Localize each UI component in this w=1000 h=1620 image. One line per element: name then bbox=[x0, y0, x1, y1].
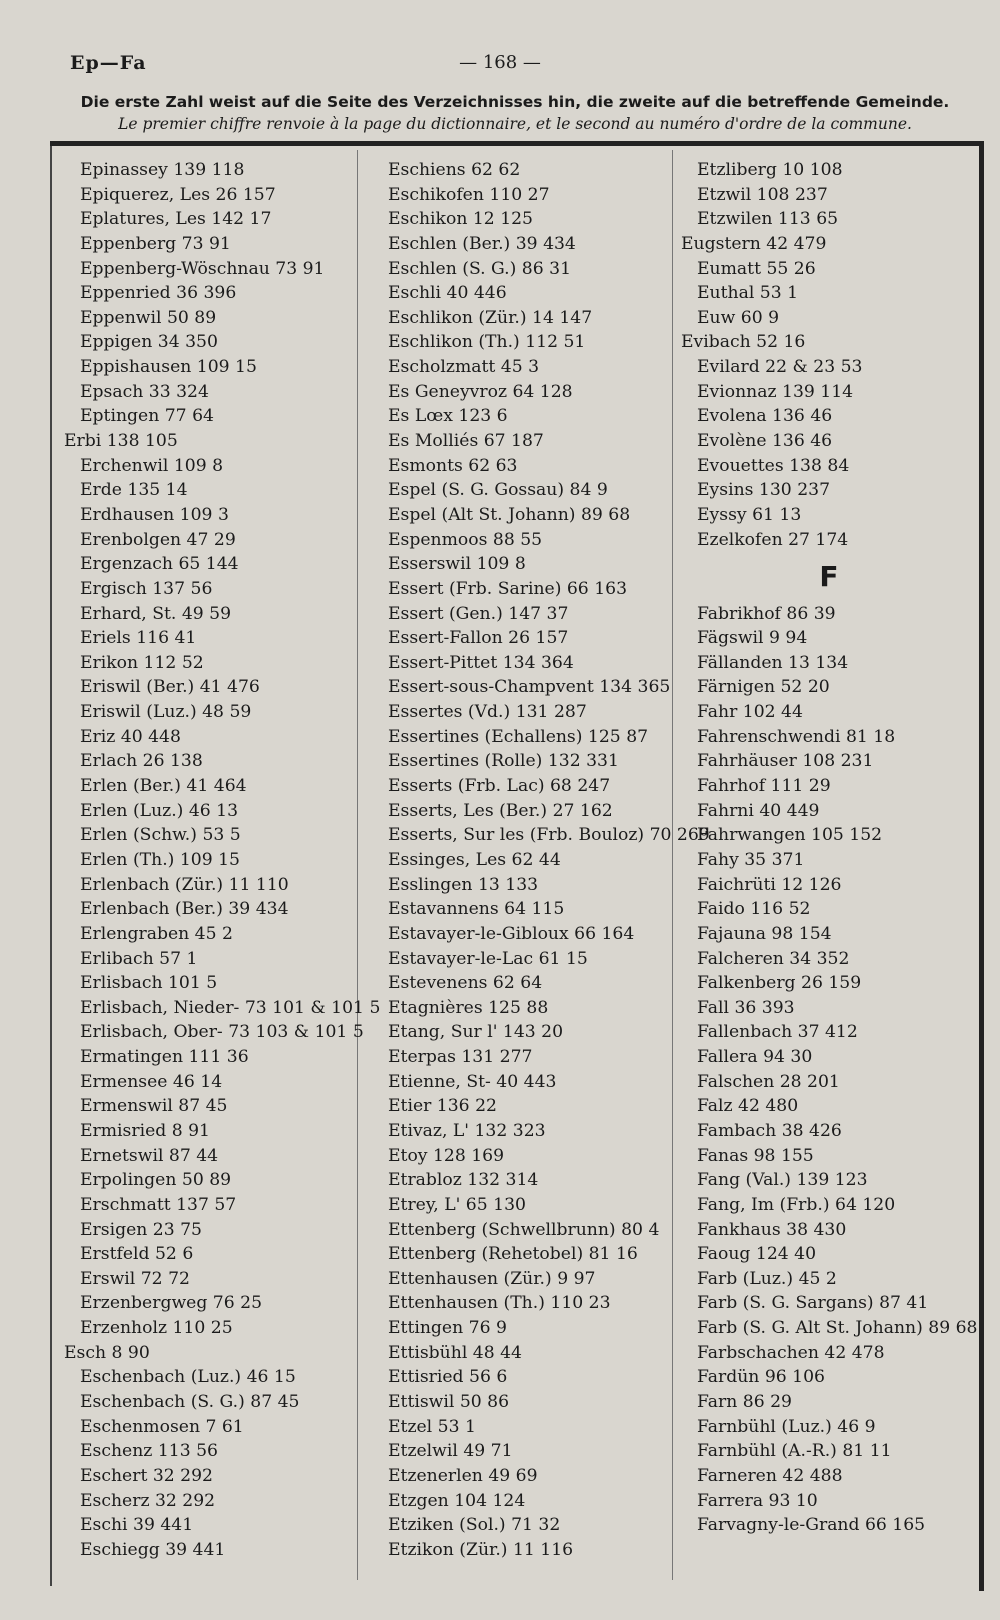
index-entry: Falz 42 480 bbox=[697, 1096, 799, 1117]
index-entry: Essert-Pittet 134 364 bbox=[388, 652, 574, 673]
index-entry: Essert (Gen.) 147 37 bbox=[388, 603, 569, 624]
index-column-3 bbox=[681, 158, 977, 1538]
index-entry: Farbschachen 42 478 bbox=[697, 1342, 885, 1363]
index-entry: Fajauna 98 154 bbox=[697, 923, 832, 944]
index-entry: Ettenhausen (Th.) 110 23 bbox=[388, 1293, 611, 1314]
index-entry: Erlisbach 101 5 bbox=[80, 973, 218, 994]
index-column-2 bbox=[372, 158, 710, 1563]
index-entry: Etzwil 108 237 bbox=[697, 184, 828, 205]
index-entry: Fanas 98 155 bbox=[697, 1145, 814, 1166]
index-entry: Eschikofen 110 27 bbox=[388, 184, 550, 205]
index-entry: Fahrenschwendi 81 18 bbox=[697, 726, 896, 747]
index-entry: Farneren 42 488 bbox=[697, 1465, 843, 1486]
index-entry: Euw 60 9 bbox=[697, 307, 780, 328]
index-entry: Fallenbach 37 412 bbox=[697, 1022, 858, 1043]
index-entry: Etrey, L' 65 130 bbox=[388, 1194, 526, 1215]
left-rule bbox=[50, 146, 52, 1586]
index-entry: Erswil 72 72 bbox=[80, 1268, 190, 1289]
index-entry: Evibach 52 16 bbox=[681, 332, 806, 353]
index-entry: Etzenerlen 49 69 bbox=[388, 1465, 538, 1486]
index-entry: Etrabloz 132 314 bbox=[388, 1170, 539, 1191]
index-entry: Etienne, St- 40 443 bbox=[388, 1071, 557, 1092]
index-entry: Eriswil (Ber.) 41 476 bbox=[80, 677, 260, 698]
index-entry: Fahrwangen 105 152 bbox=[697, 825, 883, 846]
index-entry: Espel (Alt St. Johann) 89 68 bbox=[388, 504, 631, 525]
index-entry: Eppenwil 50 89 bbox=[80, 307, 217, 328]
index-entry: Eplatures, Les 142 17 bbox=[80, 209, 272, 230]
index-entry: Ermensee 46 14 bbox=[80, 1071, 223, 1092]
index-entry: Fardün 96 106 bbox=[697, 1367, 825, 1388]
index-entry: Espenmoos 88 55 bbox=[388, 529, 543, 550]
index-entry: Ergisch 137 56 bbox=[80, 578, 213, 599]
index-entry: Esserts (Frb. Lac) 68 247 bbox=[388, 776, 611, 797]
index-entry: Farvagny-le-Grand 66 165 bbox=[697, 1515, 926, 1536]
index-entry: Fankhaus 38 430 bbox=[697, 1219, 847, 1240]
index-entry: Erikon 112 52 bbox=[80, 652, 204, 673]
index-entry: Es Geneyvroz 64 128 bbox=[388, 381, 573, 402]
index-entry: Ettisbühl 48 44 bbox=[388, 1342, 522, 1363]
index-entry: Etagnières 125 88 bbox=[388, 997, 549, 1018]
index-entry: Ettenberg (Schwellbrunn) 80 4 bbox=[388, 1219, 660, 1240]
index-entry: Eysins 130 237 bbox=[697, 480, 831, 501]
index-entry: Erlach 26 138 bbox=[80, 751, 203, 772]
index-entry: Eschlen (S. G.) 86 31 bbox=[388, 258, 572, 279]
index-entry: Farb (S. G. Alt St. Johann) 89 68 bbox=[697, 1318, 978, 1339]
page-number: — 168 — bbox=[459, 52, 541, 73]
index-entry: Erbi 138 105 bbox=[64, 431, 178, 452]
index-entry: Farrera 93 10 bbox=[697, 1490, 818, 1511]
index-entry: Etang, Sur l' 143 20 bbox=[388, 1022, 564, 1043]
index-entry: Erlen (Ber.) 41 464 bbox=[80, 776, 247, 797]
index-entry: Etzliberg 10 108 bbox=[697, 160, 843, 180]
index-entry: Eschlen (Ber.) 39 434 bbox=[388, 233, 576, 254]
index-entry: Eyssy 61 13 bbox=[697, 504, 802, 525]
running-title: Ep—Fa bbox=[70, 52, 147, 74]
index-entry: Ettisried 56 6 bbox=[388, 1367, 508, 1388]
index-entry: Es Molliés 67 187 bbox=[388, 431, 544, 452]
index-entry: Erstfeld 52 6 bbox=[80, 1244, 194, 1265]
index-entry: Etzgen 104 124 bbox=[388, 1490, 526, 1511]
index-entry: Eriz 40 448 bbox=[80, 726, 181, 747]
index-entry: Fabrikhof 86 39 bbox=[697, 603, 836, 624]
index-entry: Epsach 33 324 bbox=[80, 381, 209, 402]
index-entry: Erde 135 14 bbox=[80, 480, 188, 501]
index-entry: Eschli 40 446 bbox=[388, 283, 507, 304]
index-entry: Etziken (Sol.) 71 32 bbox=[388, 1515, 561, 1536]
index-entry: Eschert 32 292 bbox=[80, 1465, 213, 1486]
index-entry: Esserts, Sur les (Frb. Bouloz) 70 269 bbox=[388, 825, 710, 846]
index-entry: Ersigen 23 75 bbox=[80, 1219, 202, 1240]
index-entry: Farb (S. G. Sargans) 87 41 bbox=[697, 1293, 929, 1314]
index-entry: Estavayer-le-Gibloux 66 164 bbox=[388, 923, 635, 944]
index-entry: Erschmatt 137 57 bbox=[80, 1194, 237, 1215]
section-letter: F bbox=[819, 560, 839, 594]
index-entry: Espel (S. G. Gossau) 84 9 bbox=[388, 480, 608, 501]
index-entry: Färnigen 52 20 bbox=[697, 677, 830, 698]
index-entry: Essinges, Les 62 44 bbox=[388, 849, 561, 870]
index-entry: Euthal 53 1 bbox=[697, 283, 799, 304]
index-entry: Etzikon (Zür.) 11 116 bbox=[388, 1539, 574, 1560]
index-entry: Etzelwil 49 71 bbox=[388, 1441, 513, 1462]
index-entry: Etoy 128 169 bbox=[388, 1145, 505, 1166]
index-entry: Fahr 102 44 bbox=[697, 702, 803, 723]
right-rule bbox=[979, 141, 984, 1591]
index-entry: Essert (Frb. Sarine) 66 163 bbox=[388, 578, 628, 599]
index-entry: Eppenberg-Wöschnau 73 91 bbox=[80, 258, 325, 279]
index-entry: Essert-Fallon 26 157 bbox=[388, 628, 569, 649]
index-entry: Eschiens 62 62 bbox=[388, 160, 521, 180]
index-entry: Erzenholz 110 25 bbox=[80, 1318, 233, 1339]
index-entry: Erlenbach (Ber.) 39 434 bbox=[80, 899, 289, 920]
index-entry: Eschiegg 39 441 bbox=[80, 1539, 226, 1560]
column-divider bbox=[357, 150, 358, 1580]
index-entry: Ettiswil 50 86 bbox=[388, 1392, 510, 1413]
index-entry: Farnbühl (Luz.) 46 9 bbox=[697, 1416, 876, 1437]
index-entry: Evouettes 138 84 bbox=[697, 455, 850, 476]
index-entry: Fallera 94 30 bbox=[697, 1047, 813, 1068]
index-entry: Etivaz, L' 132 323 bbox=[388, 1120, 546, 1141]
index-entry: Erenbolgen 47 29 bbox=[80, 529, 236, 550]
index-entry: Ermenswil 87 45 bbox=[80, 1096, 228, 1117]
index-entry: Etzwilen 113 65 bbox=[697, 209, 839, 230]
index-entry: Erdhausen 109 3 bbox=[80, 504, 229, 525]
index-entry: Escherz 32 292 bbox=[80, 1490, 216, 1511]
index-entry: Eschenmosen 7 61 bbox=[80, 1416, 244, 1437]
index-entry: Esslingen 13 133 bbox=[388, 874, 539, 895]
index-entry: Fang (Val.) 139 123 bbox=[697, 1170, 868, 1191]
index-entry: Evionnaz 139 114 bbox=[697, 381, 854, 402]
index-entry: Erchenwil 109 8 bbox=[80, 455, 224, 476]
index-entry: Faoug 124 40 bbox=[697, 1244, 817, 1265]
index-entry: Es Lœx 123 6 bbox=[388, 406, 508, 427]
index-entry: Eschenbach (S. G.) 87 45 bbox=[80, 1392, 300, 1413]
index-entry: Etzel 53 1 bbox=[388, 1416, 476, 1437]
column-divider bbox=[672, 150, 673, 1580]
index-entry: Evolena 136 46 bbox=[697, 406, 833, 427]
index-entry: Evolène 136 46 bbox=[697, 431, 833, 452]
index-entry: Eppenberg 73 91 bbox=[80, 233, 231, 254]
index-entry: Evilard 22 & 23 53 bbox=[697, 357, 863, 378]
page-header bbox=[0, 0, 1000, 140]
index-entry: Farnbühl (A.-R.) 81 11 bbox=[697, 1441, 892, 1462]
index-entry: Falkenberg 26 159 bbox=[697, 973, 862, 994]
index-entry: Erlisbach, Nieder- 73 101 & 101 5 bbox=[80, 997, 381, 1018]
index-entry: Erlenbach (Zür.) 11 110 bbox=[80, 874, 289, 895]
index-entry: Epinassey 139 118 bbox=[80, 160, 245, 180]
index-entry: Eriswil (Luz.) 48 59 bbox=[80, 702, 252, 723]
index-entry: Fall 36 393 bbox=[697, 997, 795, 1018]
index-entry: Ezelkofen 27 174 bbox=[697, 529, 849, 550]
index-entry: Fahy 35 371 bbox=[697, 849, 805, 870]
index-entry: Ettenhausen (Zür.) 9 97 bbox=[388, 1268, 596, 1289]
index-entry: Eschlikon (Th.) 112 51 bbox=[388, 332, 586, 353]
index-entry: Estavannens 64 115 bbox=[388, 899, 565, 920]
index-entry: Esserts, Les (Ber.) 27 162 bbox=[388, 800, 613, 821]
index-entry: Faido 116 52 bbox=[697, 899, 811, 920]
index-entry: Etier 136 22 bbox=[388, 1096, 497, 1117]
index-entry: Estevenens 62 64 bbox=[388, 973, 543, 994]
index-entry: Erpolingen 50 89 bbox=[80, 1170, 232, 1191]
note-french: Le premier chiffre renvoie à la page du dictionnaire, et le second au numéro d'ordre de la commune. bbox=[118, 115, 912, 133]
index-entry: Eschi 39 441 bbox=[80, 1515, 194, 1536]
index-entry: Essert-sous-Champvent 134 365 bbox=[388, 677, 671, 698]
index-entry: Ernetswil 87 44 bbox=[80, 1145, 219, 1166]
index-entry: Fahrhäuser 108 231 bbox=[697, 751, 874, 772]
index-entry: Erlibach 57 1 bbox=[80, 948, 198, 969]
note-german: Die erste Zahl weist auf die Seite des Verzeichnisses hin, die zweite auf die betreffende Gemeinde. bbox=[80, 93, 950, 111]
index-entry: Eschlikon (Zür.) 14 147 bbox=[388, 307, 593, 328]
index-entry: Epiquerez, Les 26 157 bbox=[80, 184, 276, 205]
index-column-1 bbox=[64, 158, 381, 1563]
index-entry: Falschen 28 201 bbox=[697, 1071, 840, 1092]
index-entry: Esserswil 109 8 bbox=[388, 554, 526, 575]
index-entry: Erhard, St. 49 59 bbox=[80, 603, 232, 624]
index-entry: Eppishausen 109 15 bbox=[80, 357, 257, 378]
index-entry: Farn 86 29 bbox=[697, 1392, 792, 1413]
index-entry: Fägswil 9 94 bbox=[697, 628, 808, 649]
index-entry: Fang, Im (Frb.) 64 120 bbox=[697, 1194, 896, 1215]
index-entry: Eschenz 113 56 bbox=[80, 1441, 218, 1462]
index-entry: Eriels 116 41 bbox=[80, 628, 197, 649]
index-entry: Falcheren 34 352 bbox=[697, 948, 850, 969]
index-entry: Ettenberg (Rehetobel) 81 16 bbox=[388, 1244, 638, 1265]
index-entry: Erlisbach, Ober- 73 103 & 101 5 bbox=[80, 1022, 364, 1043]
index-entry: Eumatt 55 26 bbox=[697, 258, 816, 279]
index-entry: Ergenzach 65 144 bbox=[80, 554, 239, 575]
index-entry: Essertes (Vd.) 131 287 bbox=[388, 702, 587, 723]
index-entry: Eschikon 12 125 bbox=[388, 209, 533, 230]
index-entry: Essertines (Echallens) 125 87 bbox=[388, 726, 649, 747]
index-entry: Eterpas 131 277 bbox=[388, 1047, 533, 1068]
index-entry: Erlen (Th.) 109 15 bbox=[80, 849, 240, 870]
index-entry: Essertines (Rolle) 132 331 bbox=[388, 751, 619, 772]
index-entry: Faichrüti 12 126 bbox=[697, 874, 842, 895]
index-entry: Eppigen 34 350 bbox=[80, 332, 218, 353]
index-entry: Fällanden 13 134 bbox=[697, 652, 849, 673]
index-entry: Ermisried 8 91 bbox=[80, 1120, 210, 1141]
index-entry: Fahrni 40 449 bbox=[697, 800, 820, 821]
index-entry: Erzenbergweg 76 25 bbox=[80, 1293, 263, 1314]
index-entry: Eschenbach (Luz.) 46 15 bbox=[80, 1367, 296, 1388]
index-entry: Erlen (Schw.) 53 5 bbox=[80, 825, 241, 846]
index-entry: Eugstern 42 479 bbox=[681, 233, 827, 254]
index-entry: Escholzmatt 45 3 bbox=[388, 357, 540, 378]
index-entry: Ermatingen 111 36 bbox=[80, 1047, 249, 1068]
index-entry: Fambach 38 426 bbox=[697, 1121, 842, 1141]
index-entry: Erlen (Luz.) 46 13 bbox=[80, 800, 239, 821]
top-rule bbox=[50, 141, 984, 146]
index-entry: Erlengraben 45 2 bbox=[80, 923, 233, 944]
index-entry: Esch 8 90 bbox=[64, 1342, 150, 1363]
index-entry: Eptingen 77 64 bbox=[80, 406, 214, 427]
index-entry: Ettingen 76 9 bbox=[388, 1318, 507, 1339]
index-entry: Esmonts 62 63 bbox=[388, 455, 518, 476]
index-entry: Eppenried 36 396 bbox=[80, 283, 237, 304]
index-entry: Estavayer-le-Lac 61 15 bbox=[388, 948, 588, 969]
index-entry: Fahrhof 111 29 bbox=[697, 776, 831, 797]
index-entry: Farb (Luz.) 45 2 bbox=[697, 1268, 837, 1289]
